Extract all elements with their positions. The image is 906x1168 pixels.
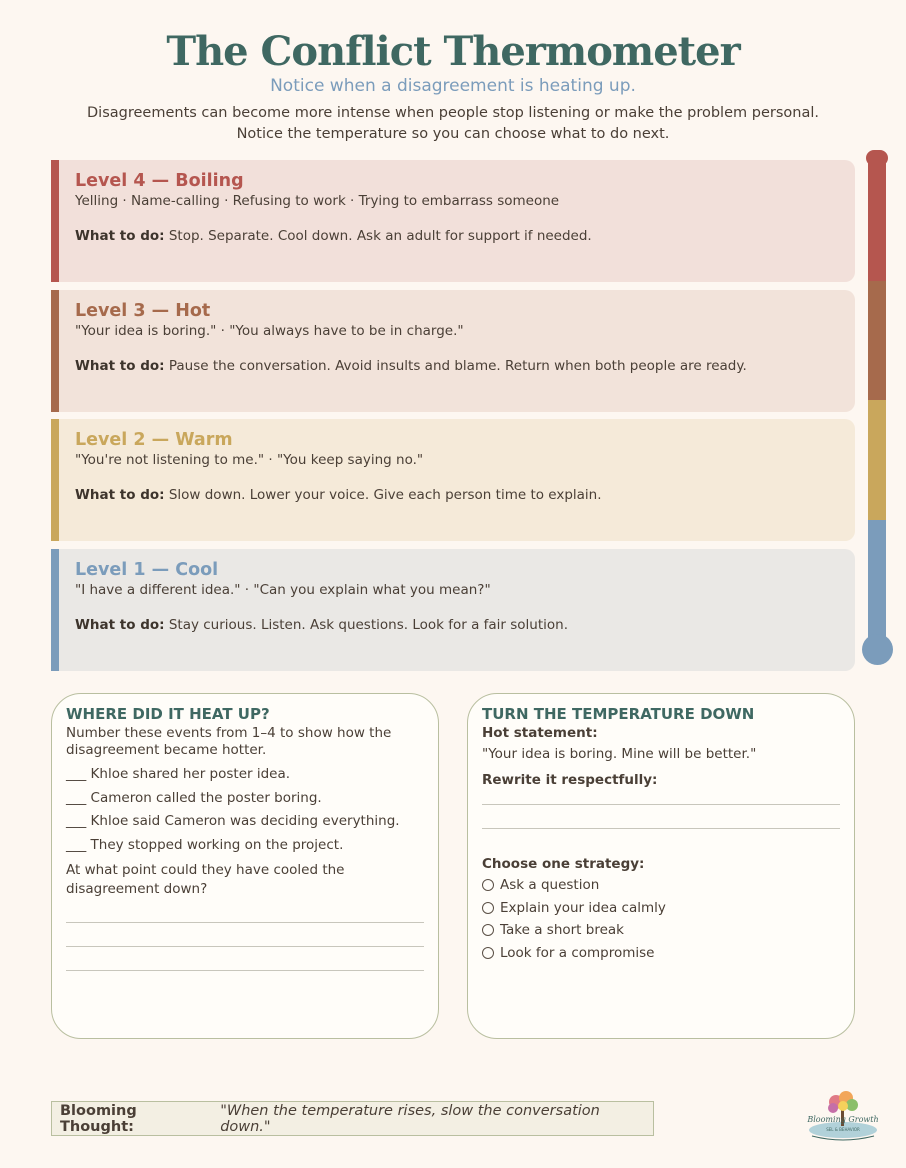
strategy-option-label: Look for a compromise (500, 944, 655, 961)
strategy-option[interactable] (482, 919, 840, 942)
heat-up-title: WHERE DID IT HEAT UP? (66, 705, 270, 723)
level-todo (75, 357, 835, 375)
rewrite-lines[interactable] (482, 790, 840, 829)
level-todo (75, 486, 835, 504)
level-title: Level 4 — Boiling (75, 171, 244, 191)
heat-up-instructions: Number these events from 1–4 to show how the disagreement became hotter. (66, 725, 392, 758)
blooming-thought-quote: "When the temperature rises, slow the conversation down." (220, 1102, 600, 1135)
rewrite-line[interactable] (482, 805, 840, 829)
todo-label: What to do: (75, 228, 165, 244)
page-subtitle: Notice when a disagreement is heating up. (270, 76, 636, 96)
strategy-option-label: Explain your idea calmly (500, 899, 666, 916)
blooming-thought-label: Blooming Thought: (60, 1102, 137, 1135)
strategy-option[interactable] (482, 897, 840, 920)
thermometer-bulb (862, 634, 893, 665)
level-title: Level 3 — Hot (75, 301, 211, 321)
event-list (66, 763, 424, 857)
level-title: Level 1 — Cool (75, 560, 219, 580)
level-color-bar (51, 419, 59, 541)
level-examples: Yelling · Name-calling · Refusing to work · Trying to embarrass someone (75, 193, 560, 209)
level-color-bar (51, 290, 59, 412)
rewrite-label: Rewrite it respectfully: (482, 772, 658, 788)
logo-tagline: SEL & BEHAVIOR (826, 1127, 860, 1132)
level-color-bar (51, 160, 59, 282)
strategy-option[interactable] (482, 874, 840, 897)
todo-label: What to do: (75, 358, 165, 374)
intro-text (50, 103, 856, 145)
answer-line[interactable] (66, 947, 424, 971)
strategy-options (482, 874, 840, 964)
strategy-option[interactable] (482, 942, 840, 965)
todo-text: Stop. Separate. Cool down. Ask an adult for support if needed. (168, 228, 592, 244)
event-item: ___ Khloe shared her poster idea. (66, 766, 291, 782)
level-title: Level 2 — Warm (75, 430, 233, 450)
level-color-bar (51, 549, 59, 671)
thermometer-segment-cool (868, 520, 886, 640)
level-2-card (51, 419, 855, 541)
todo-text: Slow down. Lower your voice. Give each person time to explain. (168, 487, 602, 503)
answer-line[interactable] (66, 923, 424, 947)
level-examples: "You're not listening to me." · "You keep saying no." (75, 452, 424, 468)
answer-lines[interactable] (66, 899, 424, 971)
blooming-thought-banner (51, 1101, 654, 1136)
cool-down-title: TURN THE TEMPERATURE DOWN (482, 705, 755, 723)
blooming-growth-logo (806, 1086, 880, 1144)
intro-line-1: Disagreements can become more intense when people stop listening or make the problem personal. (87, 105, 819, 121)
level-todo (75, 227, 835, 245)
page-title: The Conflict Thermometer (166, 28, 740, 75)
answer-line[interactable] (66, 899, 424, 923)
level-3-card (51, 290, 855, 412)
cool-down-card (467, 693, 855, 1039)
level-todo (75, 616, 835, 634)
heat-up-card (51, 693, 439, 1039)
event-item: ___ Cameron called the poster boring. (66, 789, 322, 806)
radio-button[interactable] (482, 924, 494, 936)
radio-button[interactable] (482, 879, 494, 891)
todo-text: Pause the conversation. Avoid insults and blame. Return when both people are ready. (168, 358, 747, 374)
level-examples: "Your idea is boring." · "You always have to be in charge." (75, 323, 464, 339)
strategy-option-label: Ask a question (500, 877, 600, 893)
level-4-card (51, 160, 855, 282)
level-examples: "I have a different idea." · "Can you explain what you mean?" (75, 582, 491, 598)
intro-line-2: Notice the temperature so you can choose what to do next. (236, 126, 670, 142)
strategy-option-label: Take a short break (500, 922, 624, 938)
hot-statement: "Your idea is boring. Mine will be better." (482, 746, 757, 762)
todo-label: What to do: (75, 487, 165, 503)
strategy-label: Choose one strategy: (482, 856, 645, 872)
thermometer-segment-warm (868, 400, 886, 520)
level-1-card (51, 549, 855, 671)
radio-button[interactable] (482, 902, 494, 914)
event-item: ___ Khloe said Cameron was deciding everything. (66, 813, 400, 829)
heat-up-question: At what point could they have cooled the disagreement down? (66, 862, 345, 897)
hot-statement-label: Hot statement: (482, 725, 598, 741)
thermometer-segment-hot (868, 281, 886, 400)
radio-button[interactable] (482, 947, 494, 959)
event-item: ___ They stopped working on the project. (66, 836, 344, 853)
thermometer-segment-boiling (868, 158, 886, 281)
rewrite-line[interactable] (482, 790, 840, 805)
todo-text: Stay curious. Listen. Ask questions. Look for a fair solution. (168, 617, 569, 633)
logo-name: Blooming Growth (807, 1115, 879, 1124)
todo-label: What to do: (75, 617, 165, 633)
